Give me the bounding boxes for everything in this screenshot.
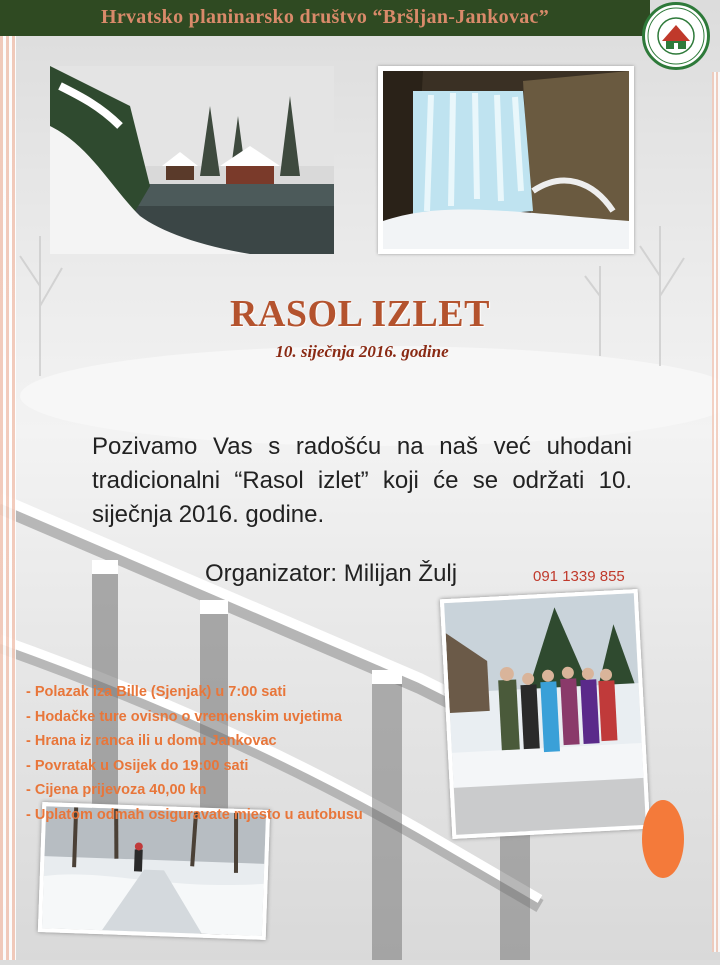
detail-return: - Povratak u Osijek do 19:00 sati: [26, 757, 249, 774]
detail-price: - Cijena prijevoza 40,00 kn: [26, 782, 207, 798]
detail-food: - Hrana iz ranca ili u domu Jankovac: [26, 733, 277, 749]
photo-lake-jankovac: [50, 66, 334, 254]
detail-hiking-tours: - Hodačke ture ovisno o vremenskim uvjetima: [26, 708, 342, 725]
photo-hiking-group: [440, 589, 650, 839]
event-date: 10. siječnja 2016. godine: [275, 342, 449, 361]
organizer-name: Organizator: Milijan Žulj: [205, 560, 458, 587]
trip-details-list: [26, 680, 363, 827]
invitation-text: Pozivamo Vas s radošću na naš već uhodani tradicionalni “Rasol izlet” koji će se održati 10. siječnja 2016. godine.: [92, 433, 632, 528]
club-name: Hrvatsko planinarsko društvo “Bršljan-Jankovac”: [100, 6, 550, 28]
decorative-orange-oval: [642, 800, 684, 878]
detail-departure: - Polazak iza Bille (Sjenjak) u 7:00 sati: [26, 684, 287, 700]
event-title: RASOL IZLET: [230, 293, 490, 335]
detail-payment: - Uplatom odmah osiguravate mjesto u autobusu: [26, 806, 363, 823]
photo-frozen-waterfall: [378, 66, 634, 254]
right-stripe-decoration: [712, 72, 720, 952]
organizer-phone: 091 1339 855: [533, 568, 625, 585]
club-logo-icon: [642, 2, 710, 70]
header-band: [0, 0, 650, 36]
left-stripe-decoration: [0, 36, 16, 960]
